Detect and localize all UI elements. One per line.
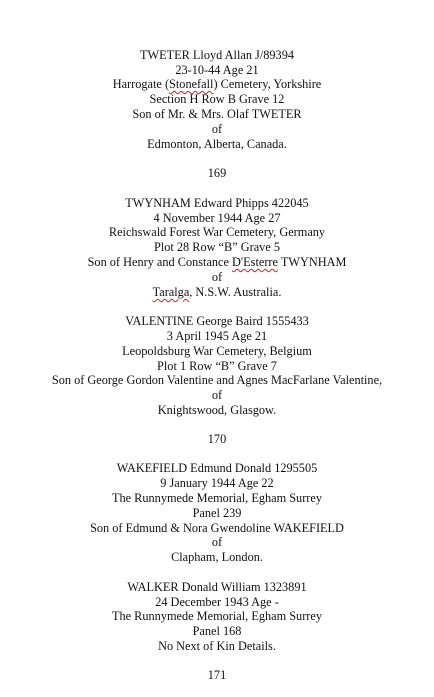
- entry-date-line: 9 January 1944 Age 22: [160, 476, 274, 490]
- page-number: 169: [207, 166, 227, 180]
- spellcheck-flagged-word: Taralga: [152, 285, 190, 299]
- entry-cemetery-line: Leopoldsburg War Cemetery, Belgium: [122, 344, 312, 358]
- entry-kin-line: [0, 255, 434, 270]
- entry-date-line: 4 November 1944 Age 27: [153, 211, 281, 225]
- entry-place-line: Clapham, London.: [171, 550, 263, 564]
- entry-cemetery-line: The Runnymede Memorial, Egham Surrey: [111, 609, 323, 623]
- entry-of-line: of: [211, 122, 223, 136]
- entry-place-line: Edmonton, Alberta, Canada.: [147, 137, 287, 151]
- entry-cemetery-line: Reichswald Forest War Cemetery, Germany: [108, 225, 326, 239]
- entry-date-line: 23-10-44 Age 21: [175, 63, 259, 77]
- entry-plot-line: Plot 28 Row “B” Grave 5: [153, 240, 281, 254]
- entry-of-line: of: [211, 388, 223, 402]
- entry-of-line: of: [211, 535, 223, 549]
- entry-name-line: WAKEFIELD Edmund Donald 1295505: [116, 461, 318, 475]
- kin-text-pre: Son of Henry and Constance: [87, 255, 233, 269]
- entry-plot-line: Section H Row B Grave 12: [149, 92, 285, 106]
- entry-cemetery-line: [0, 77, 434, 92]
- entry-plot-line: Panel 239: [192, 506, 242, 520]
- kin-text-post: TWYNHAM: [277, 255, 347, 269]
- entry-place-line: [0, 285, 434, 300]
- entry-kin-line: Son of George Gordon Valentine and Agnes MacFarlane Valentine,: [51, 373, 383, 387]
- entry-name-line: WALKER Donald William 1323891: [127, 580, 307, 594]
- entry-date-line: 3 April 1945 Age 21: [166, 329, 268, 343]
- entry-date-line: 24 December 1943 Age -: [155, 595, 279, 609]
- entry-plot-line: Plot 1 Row “B” Grave 7: [157, 359, 277, 373]
- spellcheck-flagged-word: D'Esterre: [232, 255, 278, 269]
- cemetery-text-pre: Harrogate (: [112, 77, 170, 91]
- entry-of-line: of: [211, 270, 223, 284]
- entry-place-line: Knightswood, Glasgow.: [157, 403, 277, 417]
- entry-name-line: TWETER Lloyd Allan J/89394: [139, 48, 295, 62]
- spellcheck-flagged-word: Stonefall: [169, 77, 214, 91]
- page-number: 170: [207, 432, 227, 446]
- entry-plot-line: Panel 168: [192, 624, 242, 638]
- place-text-post: , N.S.W. Australia.: [189, 285, 282, 299]
- entry-name-line: TWYNHAM Edward Phipps 422045: [125, 196, 309, 210]
- entry-kin-line: No Next of Kin Details.: [158, 639, 276, 653]
- entry-name-line: VALENTINE George Baird 1555433: [125, 314, 309, 328]
- entry-kin-line: Son of Mr. & Mrs. Olaf TWETER: [132, 107, 302, 121]
- entry-kin-line: Son of Edmund & Nora Gwendoline WAKEFIELD: [90, 521, 344, 535]
- page-number: 171: [207, 668, 227, 682]
- cemetery-text-post: ) Cemetery, Yorkshire: [213, 77, 322, 91]
- entry-cemetery-line: The Runnymede Memorial, Egham Surrey: [111, 491, 323, 505]
